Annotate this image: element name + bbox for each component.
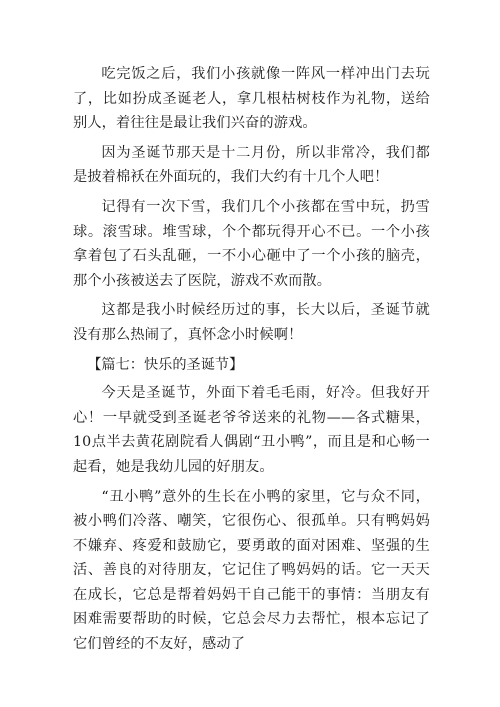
paragraph-ugly-duckling: “丑小鸭”意外的生长在小鸭的家里，它与众不同，被小鸭们冷落、嘲笑，它很伤心、很孤单。只有鸭妈妈不嫌弃、疼爱和鼓励它，要勇敢的面对困难、坚强的生活、善良的对待朋友，它记住了鸭妈妈的话。它一天天在成长，它总是帮着妈妈干自己能干的事情：当朋友有困难需要帮助的时候，它总会尽力去帮忙，根本忘记了它们曾经的不友好，感动了 [73, 488, 430, 653]
document-body [73, 62, 430, 662]
paragraph-cold-weather: 因为圣诞节那天是十二月份，所以非常冷，我们都是披着棉袄在外面玩的，我们大约有十几个人吧！ [73, 144, 430, 186]
paragraph-christmas-day: 今天是圣诞节，外面下着毛毛雨，好冷。但我好开心！一早就受到圣诞老爷爷送来的礼物——各式糖果，10点半去黄花剧院看人偶剧“丑小鸭”，而且是和心畅一起看，她是我幼儿园的好朋友。 [73, 385, 430, 475]
paragraph-after-dinner: 吃完饭之后，我们小孩就像一阵风一样冲出门去玩了，比如扮成圣诞老人，拿几根枯树枝作为礼物，送给别人，着往往是最让我们兴奋的游戏。 [73, 66, 430, 132]
paragraph-snow-day: 记得有一次下雪，我们几个小孩都在雪中玩，扔雪球。滚雪球。堆雪球，个个都玩得开心不已。一个小孩拿着包了石头乱砸，一不小心砸中了一个小孩的脑壳，那个小孩被送去了医院，游戏不欢而散。 [73, 198, 430, 289]
paragraph-childhood-memory: 这都是我小时候经历过的事，长大以后，圣诞节就没有那么热闹了，真怀念小时候啊！ [73, 302, 430, 343]
section-heading: 【篇七：快乐的圣诞节】 [87, 356, 244, 373]
